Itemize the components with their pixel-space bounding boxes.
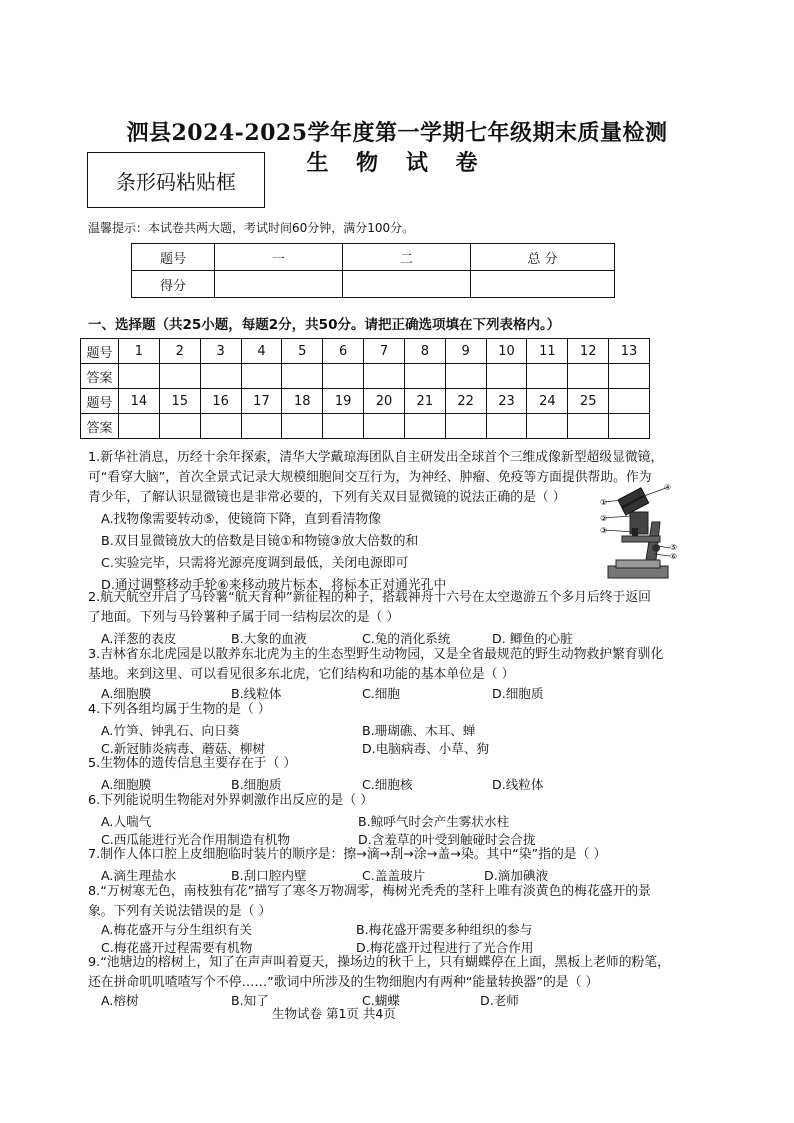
exam-hint: 温馨提示：本试卷共两大题，考试时间60分钟，满分100分。 [88, 221, 415, 235]
question-number-cell: 11 [527, 339, 568, 364]
answer-cell[interactable] [404, 414, 445, 439]
option-a: A.梅花盛开与分生组织有关 [101, 922, 252, 937]
microscope-image [594, 482, 680, 582]
question-1 [88, 448, 676, 596]
answer-cell[interactable] [200, 414, 241, 439]
option-c: C.蝴蝶 [362, 993, 400, 1008]
question-number-cell: 25 [568, 389, 609, 414]
section1-title: 一、选择题（共25小题，每题2分，共50分。请把正确选项填在下列表格内。） [88, 317, 561, 333]
option-b: B.双目显微镜放大的倍数是目镜①和物镜③放大倍数的和 [101, 534, 419, 549]
option-a: A.竹笋、钟乳石、向日葵 [101, 723, 240, 738]
score-cell[interactable] [215, 271, 343, 298]
question-number-cell: 16 [200, 389, 241, 414]
option-b: B.线粒体 [231, 686, 282, 701]
answer-row-label: 题号 [81, 339, 119, 364]
answer-cell[interactable] [527, 364, 568, 389]
option-c: C.细胞核 [362, 777, 413, 792]
answer-cell[interactable] [609, 364, 650, 389]
score-header-cell: 总 分 [471, 244, 615, 271]
page-footer: 生物试卷 第1页 共4页 [272, 1006, 396, 1021]
question-stem: 青少年，了解认识显微镜也是非常必要的，下列有关双目显微镜的说法正确的是（ ） [88, 490, 566, 505]
answer-cell[interactable] [282, 364, 323, 389]
microscope-label: ⑤ [670, 543, 678, 552]
option-c: C.梅花盛开过程需要有机物 [101, 940, 253, 955]
question-stem: 象。下列有关说法错误的是（ ） [88, 904, 272, 919]
option-c: C.细胞 [362, 686, 400, 701]
answer-cell[interactable] [527, 414, 568, 439]
question-number-cell: 1 [119, 339, 160, 364]
question-number-cell: 3 [200, 339, 241, 364]
answer-cell[interactable] [486, 364, 527, 389]
answer-cell[interactable] [364, 414, 405, 439]
option-b: B.大象的血液 [231, 631, 307, 646]
question-number-cell: 22 [445, 389, 486, 414]
option-b: B.知了 [231, 993, 269, 1008]
answer-cell[interactable] [282, 414, 323, 439]
question-number-cell: 2 [159, 339, 200, 364]
question-stem: 了地面。下列与马铃薯种子属于同一结构层次的是（ ） [88, 610, 400, 625]
answer-cell[interactable] [445, 364, 486, 389]
question-number-cell [609, 389, 650, 414]
question-3 [88, 645, 676, 685]
option-a: A.找物像需要转动⑤，使镜筒下降，直到看清物像 [101, 512, 382, 527]
option-c: C.西瓜能进行光合作用制造有机物 [101, 832, 291, 847]
question-stem: 9.“池塘边的榕树上，知了在声声叫着夏天，操场边的秋千上，只有蝴蝶停在上面，黑板上老师的粉笔， [88, 955, 670, 970]
question-stem: 可“看穿大脑”，首次全景式记录大规模细胞间交互行为，为神经、肿瘤、免疫等方面提供帮助。作为 [88, 470, 652, 485]
answer-cell[interactable] [486, 414, 527, 439]
question-stem: 4.下列各组均属于生物的是（ ） [88, 702, 271, 717]
exam-title: 泗县2024-2025学年度第一学期七年级期末质量检测 [126, 120, 668, 146]
question-number-cell: 10 [486, 339, 527, 364]
answer-row-label: 题号 [81, 389, 119, 414]
answer-cell[interactable] [609, 414, 650, 439]
option-a: A.洋葱的表皮 [101, 631, 177, 646]
score-header-cell: 题号 [132, 244, 215, 271]
microscope-label: ③ [600, 526, 608, 535]
option-a: A.滴生理盐水 [101, 868, 177, 883]
option-a: A.细胞膜 [101, 777, 152, 792]
option-a: A.细胞膜 [101, 686, 152, 701]
question-number-cell: 24 [527, 389, 568, 414]
question-9 [88, 953, 676, 993]
answer-cell[interactable] [119, 364, 160, 389]
option-d: D.细胞质 [492, 686, 544, 701]
answer-cell[interactable] [200, 364, 241, 389]
option-d: D. 鲫鱼的心脏 [492, 631, 573, 646]
option-a: A.榕树 [101, 993, 139, 1008]
question-2 [88, 588, 676, 628]
question-number-cell: 20 [364, 389, 405, 414]
answer-row-label: 答案 [81, 414, 119, 439]
question-7 [88, 845, 676, 865]
question-stem: 6.下列能说明生物能对外界刺激作出反应的是（ ） [88, 793, 374, 808]
barcode-label: 条形码粘贴框 [116, 169, 236, 194]
question-stem: 还在拼命叽叽喳喳写个不停……”歌词中所涉及的生物细胞内有两种“能量转换器”的是（ ） [88, 975, 599, 990]
question-stem: 5.生物体的遗传信息主要存在于（ ） [88, 756, 297, 771]
answer-cell[interactable] [241, 414, 282, 439]
question-number-cell: 4 [241, 339, 282, 364]
score-header-cell: 一 [215, 244, 343, 271]
question-number-cell: 5 [282, 339, 323, 364]
question-8 [88, 882, 676, 922]
option-c: C.盖盖玻片 [362, 868, 426, 883]
question-5 [88, 754, 676, 774]
microscope-label: ② [600, 514, 608, 523]
answer-cell[interactable] [364, 364, 405, 389]
question-number-cell: 15 [159, 389, 200, 414]
question-stem: 基地。来到这里、可以看见很多东北虎，它们结构和功能的基本单位是（ ） [88, 667, 515, 682]
option-d: D.线粒体 [492, 777, 544, 792]
answer-cell[interactable] [323, 414, 364, 439]
option-b: B.珊瑚礁、木耳、蝉 [362, 723, 476, 738]
answer-cell[interactable] [445, 414, 486, 439]
option-c: C.新冠肺炎病毒、蘑菇、柳树 [101, 741, 265, 756]
score-table [131, 243, 615, 298]
option-d: D.老师 [480, 993, 519, 1008]
option-b: B.梅花盛开需要多种组织的参与 [356, 922, 533, 937]
answer-cell[interactable] [119, 414, 160, 439]
answer-cell[interactable] [323, 364, 364, 389]
option-d: D.电脑病毒、小草、狗 [362, 741, 490, 756]
answer-cell[interactable] [159, 414, 200, 439]
question-number-cell: 19 [323, 389, 364, 414]
question-number-cell: 18 [282, 389, 323, 414]
score-header-cell: 二 [343, 244, 471, 271]
question-number-cell: 6 [323, 339, 364, 364]
exam-subtitle: 生 物 试 卷 [306, 150, 488, 176]
question-stem: 8.“万树寒无色，南枝独有花”描写了寒冬万物凋零，梅树光秃秃的茎秆上唯有淡黄色的梅花盛开的景 [88, 884, 651, 899]
option-d: D.梅花盛开过程进行了光合作用 [356, 940, 534, 955]
barcode-box [87, 152, 265, 208]
question-stem: 2.航天航空开启了马铃薯“航天育种”新征程的种子，搭载神舟十六号在太空遨游五个多月后终于返回 [88, 590, 651, 605]
microscope-label: ⑥ [670, 552, 678, 561]
answer-cell[interactable] [404, 364, 445, 389]
microscope-label: ① [600, 498, 608, 507]
option-c: C.实验完毕，只需将光源亮度调到最低，关闭电源即可 [101, 556, 409, 571]
question-6 [88, 791, 676, 811]
answer-cell[interactable] [241, 364, 282, 389]
question-number-cell: 21 [404, 389, 445, 414]
answer-cell[interactable] [568, 414, 609, 439]
option-d: D.含羞草的叶受到触碰时会合拢 [358, 832, 536, 847]
question-stem: 7.制作人体口腔上皮细胞临时装片的顺序是：擦→滴→刮→涂→盖→染。其中“染”指的是（ ） [88, 847, 607, 862]
option-b: B.细胞质 [231, 777, 282, 792]
question-4 [88, 700, 676, 720]
option-b: B.鲸呼气时会产生雾状水柱 [358, 814, 510, 829]
answer-row-label: 答案 [81, 364, 119, 389]
question-number-cell: 12 [568, 339, 609, 364]
question-number-cell: 8 [404, 339, 445, 364]
option-d: D.通过调整移动手轮⑥来移动玻片标本，将标本正对通光孔中 [101, 578, 447, 593]
option-b: B.刮口腔内壁 [231, 868, 307, 883]
question-stem: 3.吉林省东北虎园是以散养东北虎为主的生态型野生动物园，又是全省最规范的野生动物救护繁育驯化 [88, 647, 664, 662]
answer-cell[interactable] [568, 364, 609, 389]
question-number-cell: 9 [445, 339, 486, 364]
question-number-cell: 17 [241, 389, 282, 414]
question-stem: 1.新华社消息，历经十余年探索，清华大学戴琼海团队自主研发出全球首个三维成像新型超级显微镜， [88, 450, 664, 465]
score-row-label: 得分 [132, 271, 215, 298]
answer-table [80, 338, 650, 439]
score-cell[interactable] [343, 271, 471, 298]
question-number-cell: 13 [609, 339, 650, 364]
question-number-cell: 23 [486, 389, 527, 414]
option-d: D.滴加碘液 [484, 868, 549, 883]
question-number-cell: 14 [119, 389, 160, 414]
score-cell[interactable] [471, 271, 615, 298]
option-c: C.兔的消化系统 [362, 631, 451, 646]
answer-cell[interactable] [159, 364, 200, 389]
microscope-label: ④ [664, 483, 672, 492]
question-number-cell: 7 [364, 339, 405, 364]
option-a: A.人喘气 [101, 814, 152, 829]
